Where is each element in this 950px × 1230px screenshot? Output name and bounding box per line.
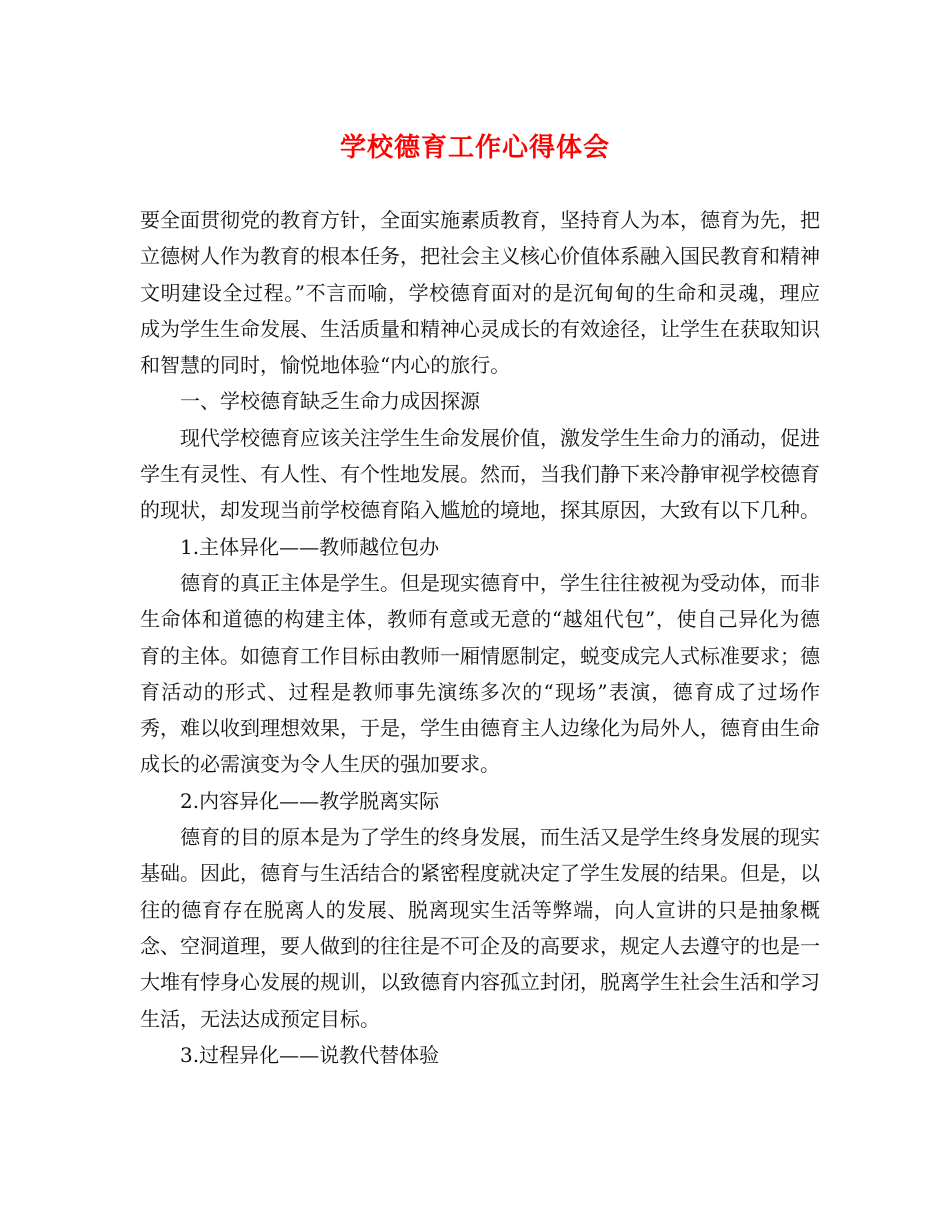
subheading-3: 3.过程异化——说教代替体验 [180, 1042, 440, 1067]
subheading-2: 2.内容异化——教学脱离实际 [180, 788, 440, 813]
subheading-1: 1.主体异化——教师越位包办 [180, 534, 440, 559]
paragraph-subsection-2: 德育的目的原本是为了学生的终身发展，而生活又是学生终身发展的现实基础。因此，德育与生活结合的紧密程度就决定了学生发展的结果。但是，以往的德育存在脱离人的发展、脱离现实生活等弊端，向人宣讲的只是抽象概念、空洞道理，要人做到的往往是不可企及的高要求，规定人去遵守的也是一大堆有悖身心发展的规训，以致德育内容孤立封闭，脱离学生社会生活和学习生活，无法达成预定目标。 [140, 825, 820, 1031]
paragraph-subsection-1: 德育的真正主体是学生。但是现实德育中，学生往往被视为受动体，而非生命体和道德的构建主体，教师有意或无意的“越俎代包”，使自己异化为德育的主体。如德育工作目标由教师一厢情愿制定，蜕变成完人式标准要求；德育活动的形式、过程是教师事先演练多次的“现场”表演，德育成了过场作秀，难以收到理想效果，于是，学生由德育主人边缘化为局外人，德育由生命成长的必需演变为令人生厌的强加要求。 [140, 570, 820, 777]
document-body [140, 202, 820, 1073]
paragraph-section-1: 现代学校德育应该关注学生生命发展价值，激发学生生命力的涌动，促进学生有灵性、有人性、有个性地发展。然而，当我们静下来冷静审视学校德育的现状，却发现当前学校德育陷入尴尬的境地，探其原因，大致有以下几种。 [140, 425, 820, 523]
paragraph-intro: 要全面贯彻党的教育方针，全面实施素质教育，坚持育人为本，德育为先，把立德树人作为教育的根本任务，把社会主义核心价值体系融入国民教育和精神文明建设全过程。”不言而喻，学校德育面对的是沉甸甸的生命和灵魂，理应成为学生生命发展、生活质量和精神心灵成长的有效途径，让学生在获取知识和智慧的同时，愉悦地体验“内心的旅行。 [140, 208, 820, 378]
section-heading-1: 一、学校德育缺乏生命力成因探源 [180, 389, 480, 414]
document-title: 学校德育工作心得体会 [339, 133, 610, 163]
